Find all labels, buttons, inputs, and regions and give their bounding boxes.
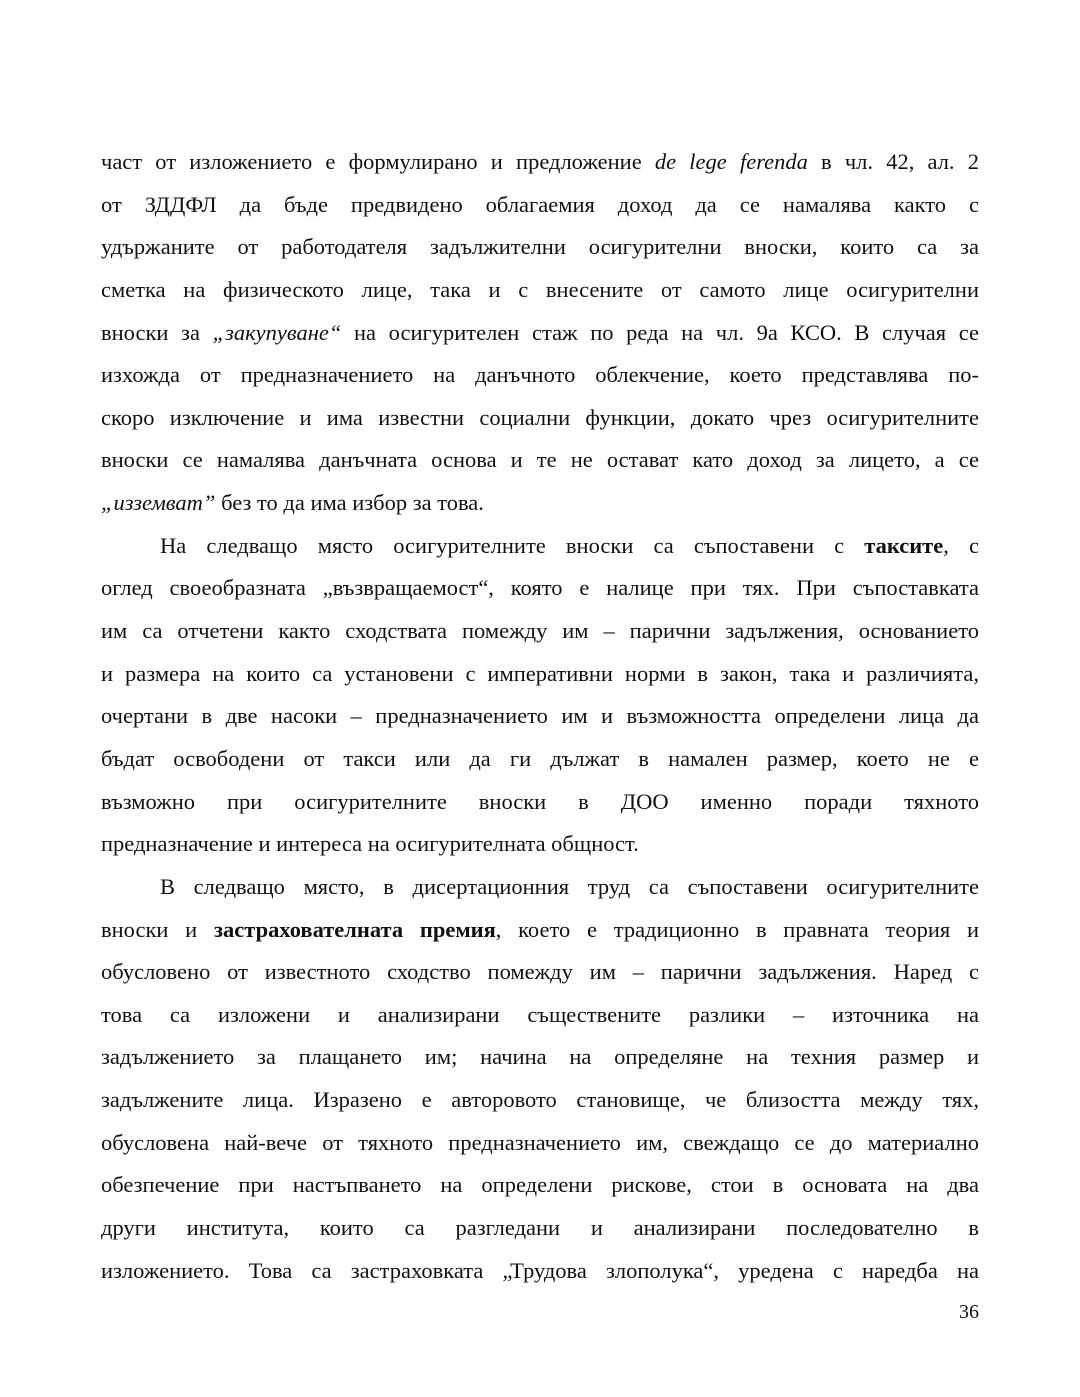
italic-text: „изземват”: [101, 490, 216, 516]
text-segment: обусловено от известното сходство помежду им – парични задължения. Наред с: [101, 959, 979, 985]
text-segment: предназначение и интереса на осигурителната общност.: [101, 831, 639, 857]
text-segment: вноски за: [101, 319, 213, 345]
text-segment: В следващо място, в дисертационния труд са съпоставени осигурителните: [160, 873, 979, 899]
text-segment: им са отчетени както сходствата помежду им – парични задължения, основанието: [101, 618, 979, 644]
text-segment: , с: [943, 532, 979, 558]
text-segment: вноски се намалява данъчната основа и те не остават като доход за лицето, а се: [101, 447, 979, 473]
text-line: [101, 567, 979, 610]
text-segment: бъдат освободени от такси или да ги дължат в намален размер, което не е: [101, 745, 979, 771]
text-line: [101, 141, 979, 184]
text-line: [101, 909, 979, 952]
text-line: [101, 1122, 979, 1165]
text-line: [101, 397, 979, 440]
text-segment: очертани в две насоки – предназначението им и възможността определени лица да: [101, 703, 979, 729]
italic-text: „закупуване“: [212, 319, 342, 345]
text-segment: възможно при осигурителните вноски в ДОО именно поради тяхното: [101, 788, 979, 814]
text-line: [101, 695, 979, 738]
text-segment: удържаните от работодателя задължителни осигурителни вноски, които са за: [101, 234, 979, 260]
text-line: [101, 439, 979, 482]
text-line: [101, 994, 979, 1037]
text-line: [101, 312, 979, 355]
paragraph: [101, 525, 979, 866]
text-segment: задължението за плащането им; начина на определяне на техния размер и: [101, 1044, 979, 1070]
paragraph: [101, 866, 979, 1292]
bold-term: застрахователната премия: [213, 916, 496, 942]
text-segment: скоро изключение и има известни социални функции, докато чрез осигурителните: [101, 404, 979, 430]
text-line: [101, 1207, 979, 1250]
text-line: [101, 653, 979, 696]
page-number: 36: [959, 1301, 979, 1323]
text-segment: обусловена най-вече от тяхното предназначението им, свеждащо се до материално: [101, 1129, 979, 1155]
text-segment: на осигурителен стаж по реда на чл. 9а КСО. В случая се: [341, 319, 979, 345]
text-line: [101, 1164, 979, 1207]
text-line: [101, 482, 979, 525]
text-segment: обезпечение при настъпването на определени рискове, стои в основата на два: [101, 1172, 979, 1198]
text-segment: други института, които са разгледани и анализирани последователно в: [101, 1215, 979, 1241]
document-body: [101, 141, 979, 1292]
text-line: [101, 781, 979, 824]
text-segment: от ЗДДФЛ да бъде предвидено облагаемия доход да се намалява както с: [101, 191, 979, 217]
text-segment: в чл. 42, ал. 2: [807, 149, 979, 174]
bold-term: таксите: [864, 532, 944, 558]
text-segment: и размера на които са установени с императивни норми в закон, така и различията,: [101, 660, 979, 686]
text-segment: това са изложени и анализирани съществените разлики – източника на: [101, 1001, 979, 1027]
text-line: [101, 951, 979, 994]
text-segment: оглед своеобразната „възвращаемост“, която е налице при тях. При съпоставката: [101, 575, 979, 601]
text-line: [101, 610, 979, 653]
italic-text: de lege ferenda: [654, 149, 808, 174]
text-segment: На следващо място осигурителните вноски са съпоставени с: [160, 532, 865, 558]
text-line: [101, 226, 979, 269]
text-line: [101, 269, 979, 312]
text-segment: част от изложението е формулирано и предложение: [101, 149, 655, 174]
text-line: [101, 1036, 979, 1079]
text-line: [101, 184, 979, 227]
text-line: [101, 1250, 979, 1293]
paragraph: [101, 141, 979, 525]
text-segment: сметка на физическото лице, така и с внесените от самото лице осигурителни: [101, 276, 979, 302]
text-line: [101, 823, 979, 866]
text-segment: изхожда от предназначението на данъчното облекчение, което представлява по-: [101, 362, 979, 388]
text-segment: задължените лица. Изразено е авторовото становище, че близостта между тях,: [101, 1087, 979, 1113]
text-line: [101, 1079, 979, 1122]
text-segment: изложението. Това са застраховката „Трудова злополука“, уредена с наредба на: [101, 1257, 979, 1283]
text-segment: вноски и: [101, 916, 214, 942]
text-line: [101, 354, 979, 397]
text-line: [101, 525, 979, 568]
text-line: [101, 738, 979, 781]
text-segment: , което е традиционно в правната теория и: [495, 916, 979, 942]
text-line: [101, 866, 979, 909]
text-segment: без то да има избор за това.: [215, 490, 484, 516]
